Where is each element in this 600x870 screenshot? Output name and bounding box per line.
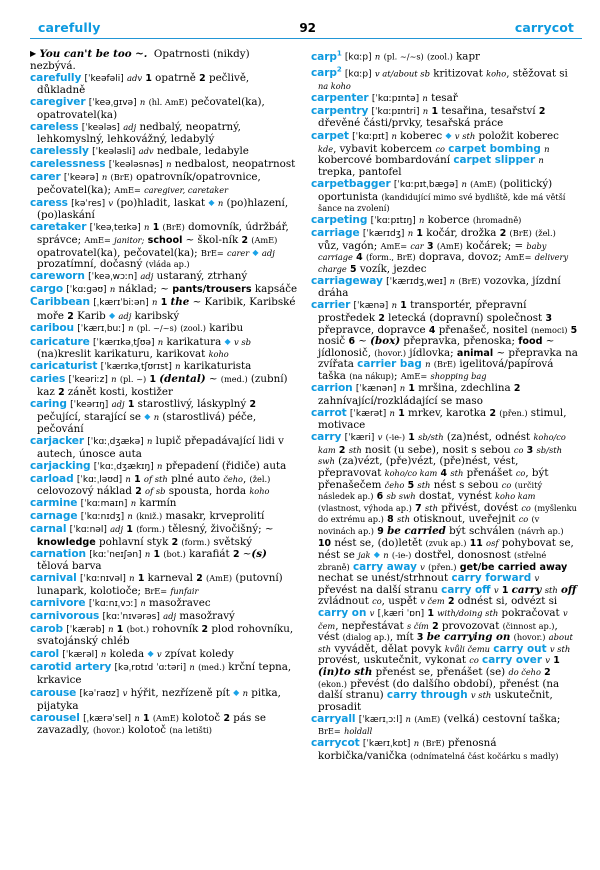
dictionary-entry-carry: carry [ˈkæri] v (-ie-) 1 sb/sth (za)nést, odnést koho/co kam 2 sth nosit (u sebe), nosit s sebou co 3 sb/sth swh (za)vézt, (pře)vézt, (pře)nést, vést, přepravovat koho/co kam 4 sth přenášet co, být přenašečem čeho 5 sth nést s sebou co (určitý následek ap.) 6 sb swh dostat, vynést koho kam (vlastnost, výhoda ap.) 7 sth přivést, dovést co (myšlenku do extrému ap.) 8 sth otisknout, uveřejnit co (v novinách ap.) 9 be carried být schválen (návrh ap.) 10 nést se, (do)letět (zvuk ap.) 11 osf pohybovat se, nést se jak ◆ n (-ie-) dostřel, donosnost (střelné zbraně) carry away v (přen.) get/be carried away nechat se unést/strhnout carry forward v převést na další stranu carry off v 1 carry sth off zvládnout co, uspět v čem 2 odnést si, odvézt si carry on v [ˌkæri ˈɒn] 1 with/doing sth pokračovat v čem, nepřestávat s čím 2 provozovat (činnost ap.), vést (dialog ap.), mít 3 be carrying on (hovor.) about sth vyvádět, dělat povyk kvůli čemu carry out v sth provést, uskutečnit, vykonat co carry over v 1 (in)to sth přenést se, přenášet (se) do čeho 2 (ekon.) převést (do dalšího období), přenést (na další stranu) carry through v sth uskutečnit, prosadit <box>311 431 577 713</box>
running-head <box>30 20 582 39</box>
dictionary-entry-caretaker: caretaker [ˈkeəˌteɪkə] n 1 (BrE) domovník, údržbář, správce; AmE= janitor; school ~ škol-ník 2 (AmE) opatrovatel(ka), pečovatel(ka); BrE= carer ◆ adj prozatímní, dočasný (vláda ap.) <box>30 221 289 271</box>
dictionary-entry-caricature: caricature [ˈkærɪkəˌtʃʊə] n karikatura ◆ v sb (na)kreslit karikaturu, karikovat koho <box>30 335 252 361</box>
dictionary-entry-carousel: carousel [ˌkærəˈsel] n 1 (AmE) kolotoč 2 pás se zavazadly, (hovor.) kolotoč (na letišti) <box>30 711 266 737</box>
dictionary-entry-careworn: careworn [ˈkeəˌwɔːn] adj ustaraný, ztrhaný <box>30 270 248 283</box>
dictionary-entry-caring: caring [ˈkeərɪŋ] adj 1 starostlivý, láskyplný 2 pečující, starající se ◆ n (starostlivá) péče, pečování <box>30 397 257 436</box>
running-head-right: carrycot <box>514 20 574 35</box>
dictionary-entry-caribou: caribou [ˈkærɪˌbuː] n (pl. ~/~s) (zool.) karibu <box>30 321 244 334</box>
dictionary-entry-carpetbagger: carpetbagger [ˈkɑːpɪtˌbægə] n (AmE) (politický) oportunista (kandidující mimo své bydliště, kde má větší šance na zvolení) <box>311 177 566 214</box>
dictionary-entry-caregiver: caregiver [ˈkeəˌgɪvə] n (hl. AmE) pečovatel(ka), opatrovatel(ka) <box>30 96 265 121</box>
dictionary-entry-carouse: carouse [kəˈraʊz] v hýřit, nezřízeně pít ◆ n pitka, pijatyka <box>30 687 281 712</box>
dictionary-entry-carjacker: carjacker [ˈkɑːˌdʒækə] n lupič přepadávající lidi v autech, únosce auta <box>30 435 284 460</box>
dictionary-entry-carnivore: carnivore [ˈkɑːnɪˌvɔː] n masožravec <box>30 596 211 609</box>
dictionary-entry-carpeting: carpeting [ˈkɑːpɪtɪŋ] n koberce (hromadně) <box>311 214 522 227</box>
dictionary-entry-carriage: carriage [ˈkærɪdʒ] n 1 kočár, drožka 2 (BrE) (žel.) vůz, vagón; AmE= car 3 (AmE) kočárek; = baby carriage 4 (form., BrE) doprava, dovoz; AmE= delivery charge 5 vozík, jezdec <box>311 227 569 275</box>
dictionary-entry-carelessly: carelessly [ˈkeələsli] adv nedbale, ledabyle <box>30 145 249 158</box>
dictionary-entry-careless: careless [ˈkeələs] adj nedbalý, neopatrný, lehkomyslný, lehkovážný, ledabylý <box>30 120 241 146</box>
page-number: 92 <box>299 21 317 35</box>
right-column <box>311 48 579 848</box>
dictionary-entry-carnivorous: carnivorous [kɑːˈnɪvərəs] adj masožravý <box>30 609 235 622</box>
dictionary-entry-carol: carol [ˈkærəl] n koleda ◆ v zpívat koledy <box>30 648 234 661</box>
dictionary-entry-cargo: cargo [ˈkɑːgəʊ] n náklad; ~ pants/trousers kapsáče <box>30 283 298 296</box>
dictionary-entry-carotid-artery: carotid artery [kəˌrɒtɪd ˈɑːtəri] n (med.) krční tepna, krkavice <box>30 661 292 687</box>
dictionary-entry-carnival: carnival [ˈkɑːnɪvəl] n 1 karneval 2 (AmE) (putovní) lunapark, kolotioče; BrE= funfair <box>30 572 283 597</box>
dictionary-entry-carp2: carp$^2$ [kɑːp] v at/about sb kritizovat koho, stěžovat si na koho <box>311 65 568 91</box>
dictionary-entry-carp1: carp$^1$ [kɑːp] n (pl. ~/~s) (zool.) kapr <box>311 49 480 63</box>
dictionary-entry-carefully-cont: ▶ You can't be too ~. Opatrnosti (nikdy) nezbývá. <box>30 48 250 72</box>
dictionary-entry-caries: caries [ˈkeəriːz] n (pl. ~) 1 (dental) ~ (med.) (zubní) kaz 2 zánět kosti, kostižer <box>30 373 288 398</box>
dictionary-entry-caress: caress [kəˈres] v (po)hladit, laskat ◆ n (po)hlazení, (po)laskání <box>30 196 289 222</box>
dictionary-entry-carjacking: carjacking [ˈkɑːˌdʒækɪŋ] n přepadení (řidiče) auta <box>30 459 287 472</box>
dictionary-entry-carmine: carmine [ˈkɑːmaɪn] n karmín <box>30 497 177 510</box>
dictionary-entry-carryall: carryall [ˈkærɪˌɔːl] n (AmE) (velká) cestovní taška; BrE= holdall <box>311 712 561 737</box>
dictionary-entry-carrion: carrion [ˈkænən] n 1 mršina, zdechlina 2 zahnívající/rozkládající se maso <box>311 382 521 407</box>
dictionary-entry-carnation: carnation [kɑːˈneɪʃən] n 1 (bot.) karafiát 2 ~(s) tělová barva <box>30 547 267 573</box>
dictionary-entry-caricaturist: caricaturist [ˈkærɪkəˌtʃʊrɪst] n karikaturista <box>30 360 252 373</box>
dictionary-entry-carpet: carpet [ˈkɑːpɪt] n koberec ◆ v sth položit koberec kde, vybavit kobercem co carpet bombing n kobercové bombardování carpet slipper n trepka, pantofel <box>311 130 559 178</box>
dictionary-entry-carload: carload [ˈkɑːˌləʊd] n 1 of sth plné auto čeho, (žel.) celovozový náklad 2 of sb spousta, horda koho <box>30 472 271 498</box>
left-column <box>30 48 298 848</box>
dictionary-entry-carob: carob [ˈkærəb] n 1 (bot.) rohovník 2 plod rohovníku, svatojánský chléb <box>30 622 294 648</box>
dictionary-entry-carpenter: carpenter [ˈkɑːpɪntə] n tesař <box>311 91 458 104</box>
dictionary-entry-carpentry: carpentry [ˈkɑːpɪntri] n 1 tesařina, tesařství 2 dřevěné části/prvky, tesařská práce <box>311 104 546 130</box>
running-head-left: carefully <box>38 20 101 35</box>
dictionary-entry-carrier: carrier [ˈkænə] n 1 transportér, přepravní prostředek 2 letecká (dopravní) společnost 3 přepravce, dopravce 4 přenašeč, nositel (nemoci) 5 nosič 6 ~ (box) přepravka, přenoska; food ~ jídlonosič, (hovor.) jídlovka; animal ~ přepravka na zvířata carrier bag n (BrE) igelitová/papírová taška (na nákup); AmE= shopping bag <box>311 299 578 383</box>
dictionary-entry-carrycot: carrycot [ˈkærɪˌkɒt] n (BrE) přenosná korbička/vanička (odnímatelná část kočárku s madly) <box>311 737 559 762</box>
dictionary-entry-caribbean: Caribbean [ˌkærɪˈbiːən] n 1 the ~ Karibik, Karibské moře 2 Karib ◆ adj karibský <box>30 296 296 322</box>
dictionary-entry-carelessness: carelessness [ˈkeələsnəs] n nedbalost, neopatrnost <box>30 158 296 171</box>
dictionary-entry-carnage: carnage [ˈkɑːnɪdʒ] n (kniž.) masakr, krveprolití <box>30 510 265 523</box>
dictionary-entry-carefully: carefully [ˈkeəfəli] adv 1 opatrně 2 pečlivě, důkladně <box>30 71 250 97</box>
columns-container <box>30 48 582 848</box>
dictionary-entry-carrot: carrot [ˈkærət] n 1 mrkev, karotka 2 (přen.) stimul, motivace <box>311 406 567 432</box>
dictionary-entry-carriageway: carriageway [ˈkærɪdʒˌweɪ] n (BrE) vozovka, jízdní dráha <box>311 274 561 300</box>
dictionary-entry-carnal: carnal [ˈkɑːnəl] adj 1 (form.) tělesný, živočišný; ~ knowledge pohlavní styk 2 (form.) světský <box>30 523 274 548</box>
dictionary-entry-carer: carer [ˈkeərə] n (BrE) opatrovník/opatrovnice, pečovatel(ka); AmE= caregiver, caretaker <box>30 171 261 196</box>
